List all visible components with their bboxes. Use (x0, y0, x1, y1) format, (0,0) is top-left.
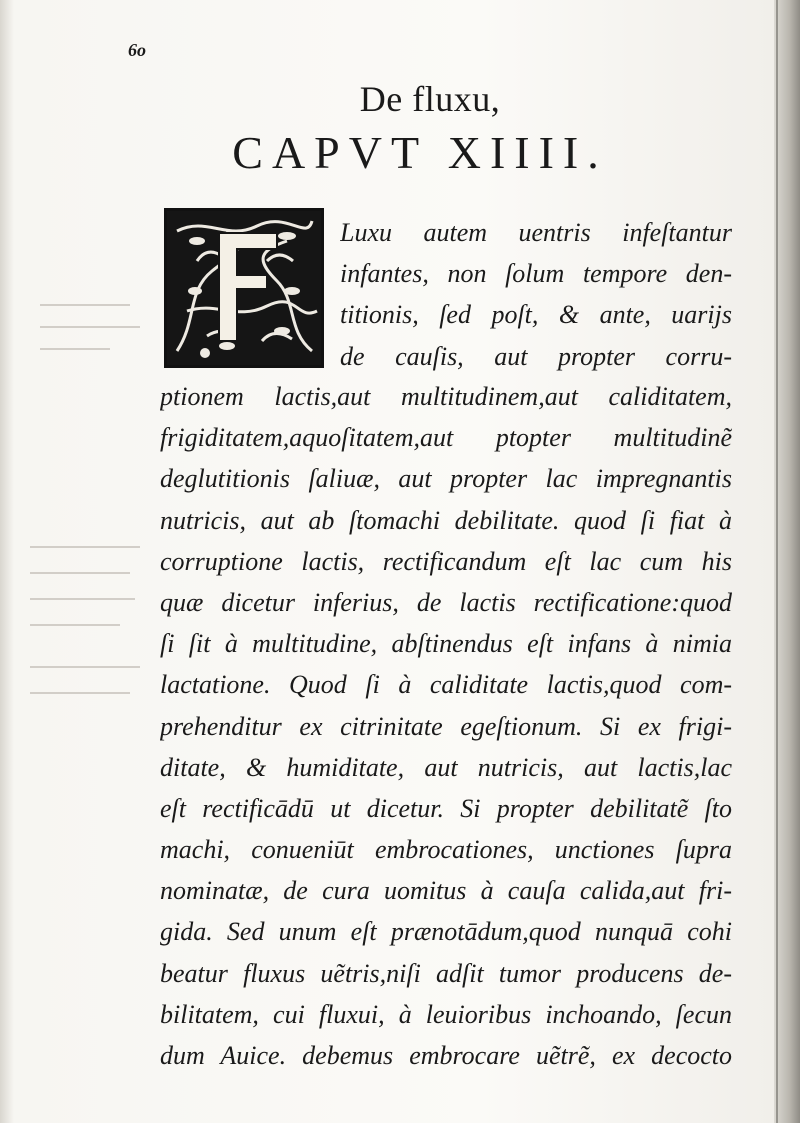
text-line: quæ dicetur inferius, de lactis rectificatione:quod (160, 587, 732, 617)
text-line: eſt rectificādū ut dicetur. Si propter debilitatẽ ſto (160, 793, 732, 823)
text-line: de cauſis, aut propter corru- (340, 341, 732, 371)
text-line: nutricis, aut ab ſtomachi debilitate. quod ſi fiat à (160, 505, 732, 535)
text-line: machi, conueniūt embrocationes, unctiones ſupra (160, 835, 732, 865)
text-line: frigiditatem,aquoſitatem,aut ptopter multitudinẽ (160, 423, 732, 453)
body-text (160, 376, 732, 1076)
text-line: titionis, ſed poſt, & ante, uarijs (340, 300, 732, 330)
text-line: bilitatem, cui fluxui, à leuioribus inchoando, ſecun (160, 999, 732, 1029)
bleed-through-left (40, 290, 150, 360)
text-line: dum Auice. debemus embrocare uẽtrẽ, ex decocto (160, 1041, 732, 1070)
text-line: lactatione. Quod ſi à caliditate lactis,quod com- (160, 670, 732, 700)
text-line: infantes, non ſolum tempore den- (340, 259, 732, 289)
text-line: corruptione lactis, rectificandum eſt lac cum his (160, 546, 732, 576)
text-line: ditate, & humiditate, aut nutricis, aut lactis,lac (160, 752, 732, 782)
bleed-through-left-2 (30, 530, 150, 730)
text-line: ſi ſit à multitudine, abſtinendus eſt infans à nimia (160, 629, 732, 659)
text-beside-initial (340, 212, 732, 377)
text-line: nominatæ, de cura uomitus à cauſa calida,aut fri- (160, 876, 732, 906)
text-line: gida. Sed unum eſt prænotādum,quod nunquā cohi (160, 917, 732, 947)
section-heading: De fluxu, (359, 79, 501, 119)
decorated-initial-f (164, 208, 324, 368)
page-number: 6o (128, 40, 146, 60)
text-line: ptionem lactis,aut multitudinem,aut caliditatem, (160, 382, 732, 411)
text-line: prehenditur ex citrinitate egeſtionum. Si ex frigi- (160, 711, 732, 741)
text-line: deglutitionis ſaliuæ, aut propter lac impregnantis (160, 464, 732, 494)
chapter-title: CAPVT XIIII. (232, 127, 608, 178)
ornament-foliage-icon (167, 211, 321, 365)
text-line: Luxu autem uentris infeſtantur (340, 218, 732, 247)
text-line: beatur fluxus uẽtris,niſi adſit tumor producens de- (160, 958, 732, 988)
